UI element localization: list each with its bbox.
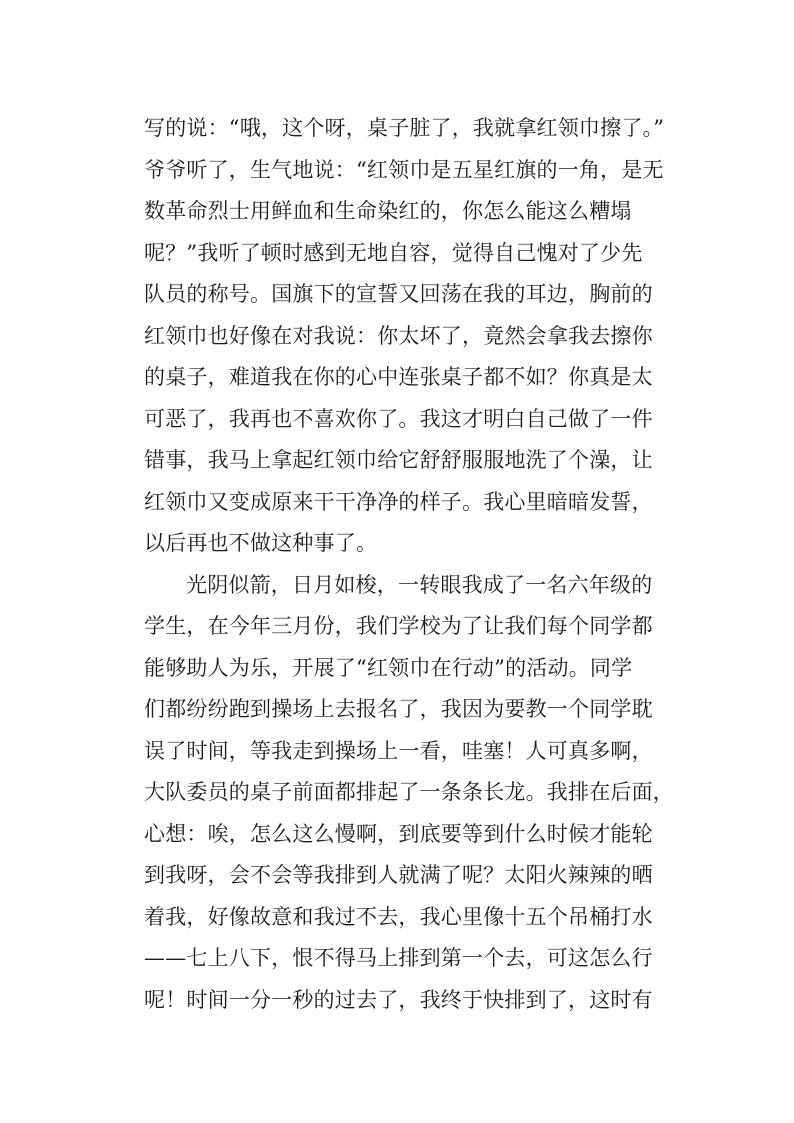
text-line: 数革命烈士用鲜血和生命染红的，你怎么能这么糟塌 (144, 199, 632, 223)
text-line: 误了时间，等我走到操场上一看，哇塞！人可真多啊， (144, 738, 653, 763)
text-line: 能够助人为乐，开展了“红领巾在行动”的活动。同学 (144, 655, 633, 680)
paragraph-start-line: 光阴似箭，日月如梭，一转眼我成了一名六年级的 (186, 572, 653, 597)
body-text (144, 108, 674, 1021)
text-line: 队员的称号。国旗下的宣誓又回荡在我的耳边，胸前的 (144, 282, 653, 306)
text-line: 们都纷纷跑到操场上去报名了，我因为要教一个同学耽 (144, 697, 653, 721)
text-line: 着我，好像故意和我过不去，我心里像十五个吊桶打水 (144, 904, 653, 929)
text-line: 到我呀，会不会等我排到人就满了呢？太阳火辣辣的晒 (144, 863, 653, 887)
text-line: 大队委员的桌子前面都排起了一条条长龙。我排在后面， (144, 780, 674, 804)
text-line: 心想：唉，怎么这么慢啊，到底要等到什么时候才能轮 (144, 821, 653, 846)
text-line: 呢？”我听了顿时感到无地自容，觉得自己愧对了少先 (144, 240, 643, 265)
text-line: 错事，我马上拿起红领巾给它舒舒服服地洗了个澡，让 (144, 448, 653, 472)
text-line: 可恶了，我再也不喜欢你了。我这才明白自己做了一件 (144, 406, 653, 431)
text-line: 呢！时间一分一秒的过去了，我终于快排到了，这时有 (144, 987, 653, 1012)
text-line: 以后再也不做这种事了。 (144, 531, 378, 555)
text-line: 学生，在今年三月份，我们学校为了让我们每个同学都 (144, 614, 653, 638)
text-line: 红领巾也好像在对我说：你太坏了，竟然会拿我去擦你 (144, 323, 653, 348)
text-line: 爷爷听了，生气地说：“红领巾是五星红旗的一角，是无 (144, 157, 664, 182)
text-line: ——七上八下，恨不得马上排到第一个去，可这怎么行 (144, 946, 653, 970)
text-line: 的桌子，难道我在你的心中连张桌子都不如？你真是太 (144, 365, 653, 389)
text-line: 写的说：“哦，这个呀，桌子脏了，我就拿红领巾擦了。” (144, 116, 665, 140)
text-line: 红领巾又变成原来干干净净的样子。我心里暗暗发誓， (144, 489, 653, 514)
